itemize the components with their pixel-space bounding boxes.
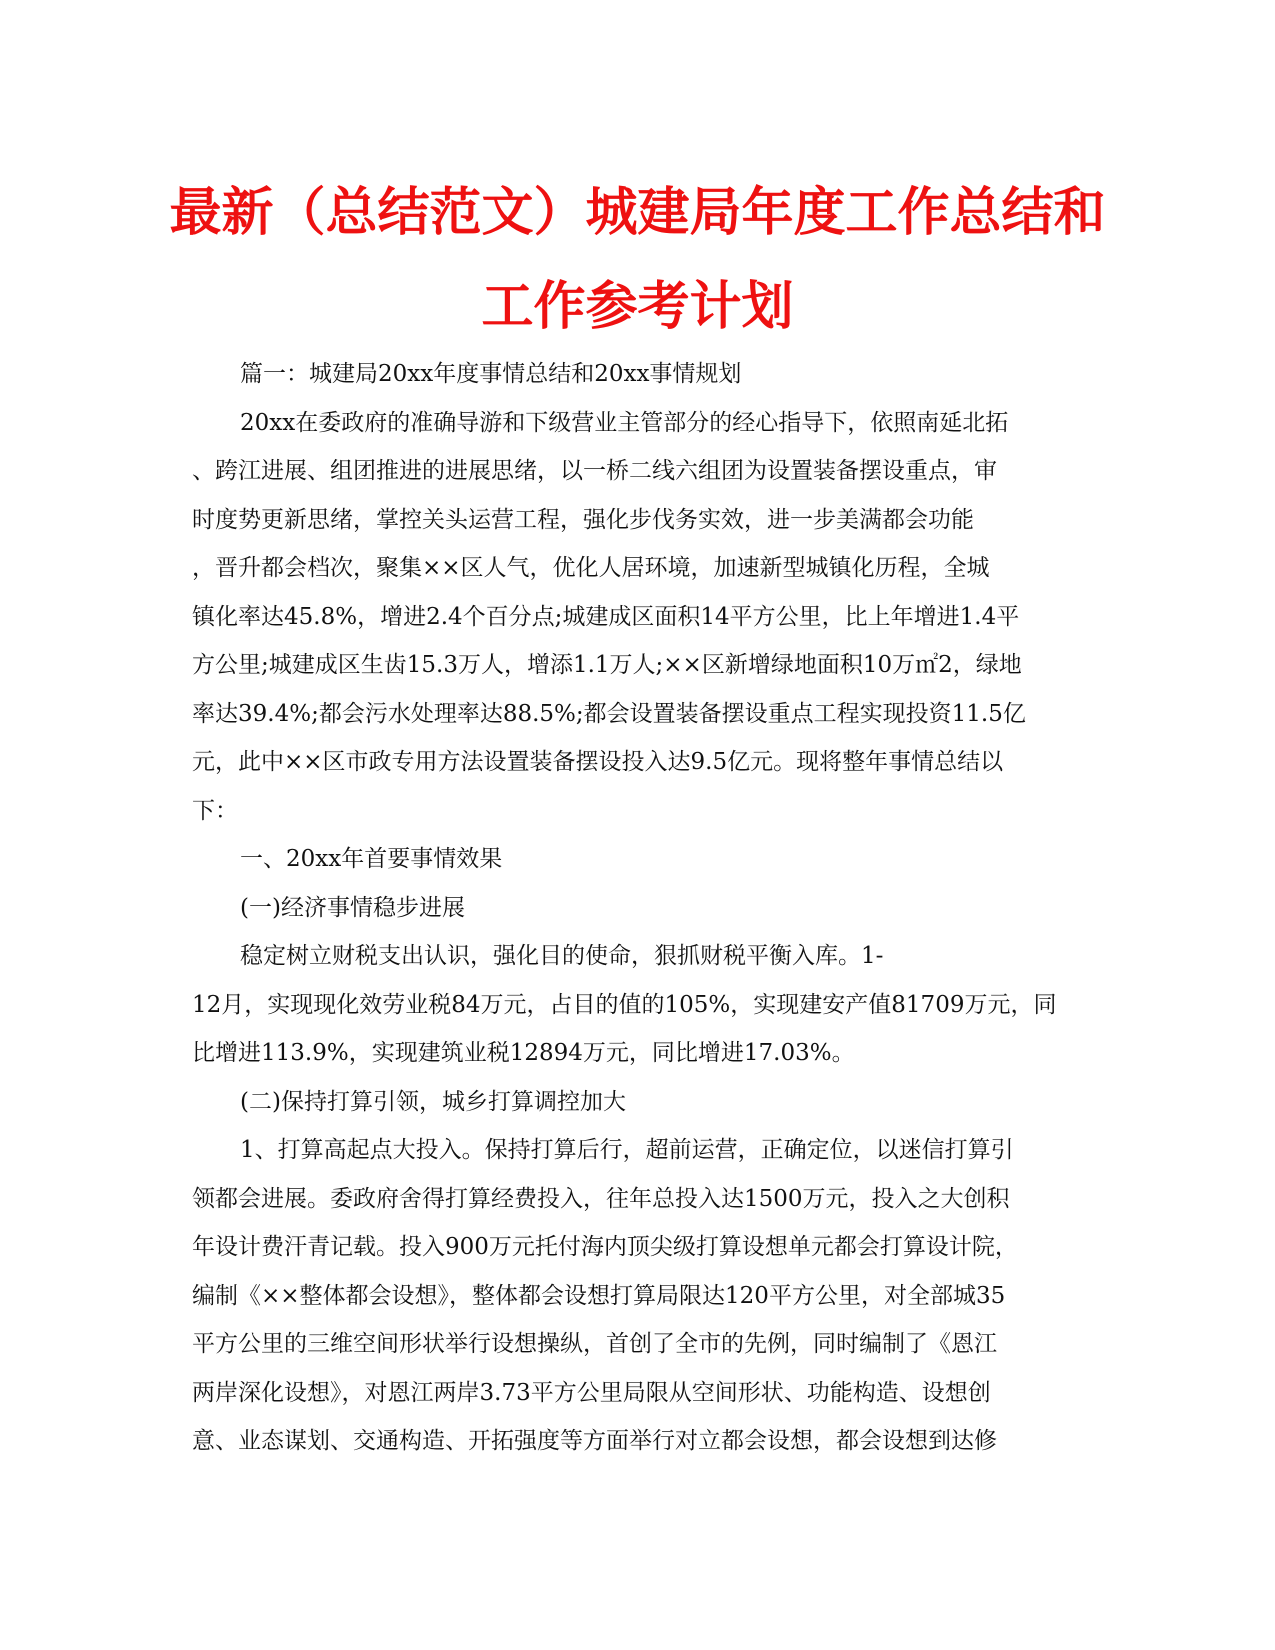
paragraph-line: 稳定树立财税支出认识，强化目的使命，狠抓财税平衡入库。1- xyxy=(240,943,884,969)
paragraph-line: 编制《××整体都会设想》，整体都会设想打算局限达120平方公里，对全部城35 xyxy=(192,1282,1006,1309)
paragraph-line: 1、打算高起点大投入。保持打算后行，超前运营，正确定位，以迷信打算引 xyxy=(240,1137,1014,1163)
paragraph-line: 两岸深化设想》，对恩江两岸3.73平方公里局限从空间形状、功能构造、设想创 xyxy=(192,1379,991,1406)
paragraph-line: 方公里;城建成区生齿15.3万人，增添1.1万人;××区新增绿地面积10万㎡2，绿地 xyxy=(192,652,1022,678)
paragraph-line: ，晋升都会档次，聚集××区人气，优化人居环境，加速新型城镇化历程，全城 xyxy=(192,555,990,581)
paragraph-line: 年设计费汗青记载。投入900万元托付海内顶尖级打算设想单元都会打算设计院， xyxy=(192,1234,1018,1260)
document-title xyxy=(150,166,1125,354)
paragraph-line: 元，此中××区市政专用方法设置装备摆设投入达9.5亿元。现将整年事情总结以 xyxy=(192,749,1004,775)
title-line-1: 最新（总结范文）城建局年度工作总结和 xyxy=(169,183,1106,243)
paragraph-line: 下： xyxy=(192,797,238,824)
section-heading: 一、20xx年首要事情效果 xyxy=(240,846,503,872)
subsection-heading: (一)经济事情稳步进展 xyxy=(240,894,465,921)
paragraph-line: 12月，实现现化效劳业税84万元，占目的值的105%，实现建安产值81709万元，同 xyxy=(192,991,1057,1018)
document-body xyxy=(192,350,1082,1466)
paragraph-line: 平方公里的三维空间形状举行设想操纵，首创了全市的先例，同时编制了《恩江 xyxy=(192,1331,997,1357)
paragraph-line: 时度势更新思绪，掌控关头运营工程，强化步伐务实效，进一步美满都会功能 xyxy=(192,506,974,533)
paragraph-line: 比增进113.9%，实现建筑业税12894万元，同比增进17.03%。 xyxy=(192,1040,855,1066)
subsection-heading: (二)保持打算引领，城乡打算调控加大 xyxy=(240,1088,626,1115)
paragraph-line: 、跨江进展、组团推进的进展思绪，以一桥二线六组团为设置装备摆设重点，审 xyxy=(192,458,997,484)
paragraph-line: 20xx在委政府的准确导游和下级营业主管部分的经心指导下，依照南延北拓 xyxy=(240,409,1009,436)
title-line-2: 工作参考计划 xyxy=(481,277,794,337)
section-heading: 篇一：城建局20xx年度事情总结和20xx事情规划 xyxy=(240,361,742,387)
paragraph-line: 领都会进展。委政府舍得打算经费投入，往年总投入达1500万元，投入之大创积 xyxy=(192,1185,1010,1212)
paragraph-line: 镇化率达45.8%，增进2.4个百分点;城建成区面积14平方公里，比上年增进1.4平 xyxy=(192,603,1020,630)
paragraph-line: 意、业态谋划、交通构造、开拓强度等方面举行对立都会设想，都会设想到达修 xyxy=(192,1428,997,1454)
paragraph-line: 率达39.4%;都会污水处理率达88.5%;都会设置装备摆设重点工程实现投资11.5亿 xyxy=(192,700,1026,727)
